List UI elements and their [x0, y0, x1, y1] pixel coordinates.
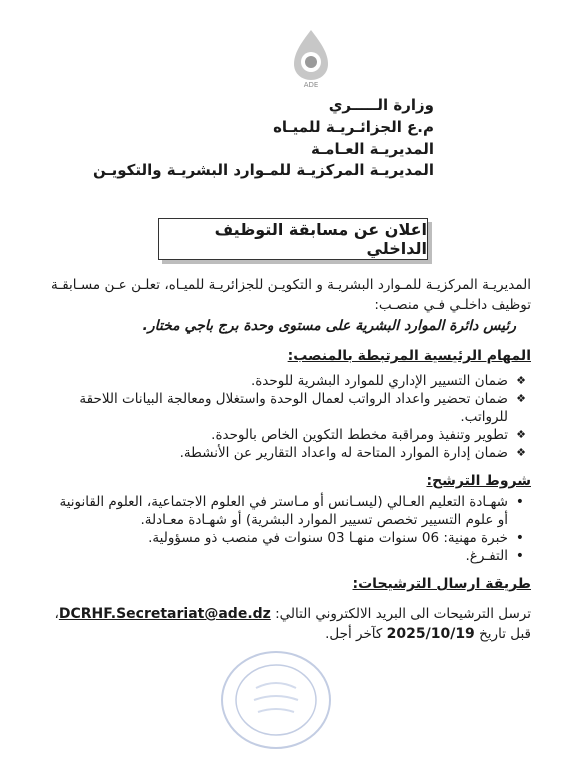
submission-text-before: ترسل الترشيحات الى البريد الالكتروني التالي:: [270, 606, 531, 622]
tasks-heading: المهام الرئيسية المرتبطة بالمنصب:: [287, 348, 531, 364]
list-item: ❖ ضمان تحضير واعداد الرواتب لعمال الوحدة واستغلال ومعالجة البيانات اللاحقة للرواتب.: [56, 390, 526, 426]
submission-text: [51, 604, 531, 644]
list-item: ❖ ضمان التسيير الإداري للموارد البشرية للوحدة.: [56, 372, 526, 390]
conditions-heading: شروط الترشح:: [426, 473, 531, 489]
directorate-general: المديريـة العـامـة: [310, 140, 434, 158]
announcement-intro: المديريـة المركزيـة للمـوارد البشريـة و التكويـن للجزائريـة للميـاه، تعلـن عـن مسـابقـة توظيف داخلـي فـي منصـب:: [51, 277, 531, 313]
submission-text-middle: ، قبل تاريخ: [54, 606, 531, 642]
list-item: • التفـرغ.: [56, 547, 526, 565]
list-item: • خبرة مهنية: 06 سنوات منهـا 03 سنوات في منصب ذو مسؤولية.: [56, 529, 526, 547]
list-item: • شهـادة التعليم العـالي (ليسـانس أو مـاستر في العلوم الاجتماعية، العلوم القانونية أو علوم التسيير تخصص تسيير الموارد البشرية) أو شهـادة معـادلة.: [56, 493, 526, 529]
official-stamp: [218, 648, 334, 752]
announcement-title-box: [158, 218, 428, 260]
ade-logo: [288, 28, 334, 88]
deadline-date: 2025/10/19: [386, 626, 475, 642]
tasks-list: [56, 372, 526, 462]
submission-text-after: كآخر أجل.: [325, 626, 387, 642]
list-item: ❖ تطوير وتنفيذ ومراقبة مخطط التكوين الخاص بالوحدة.: [56, 426, 526, 444]
announcement-title: اعلان عن مسابقة التوظيف الداخلي: [214, 220, 427, 258]
submission-heading: طريقة ارسال الترشيحات:: [352, 576, 531, 592]
submission-email-link[interactable]: DCRHF.Secretariat@ade.dz: [58, 606, 271, 622]
central-directorate: المديريـة المركزيـة للمـوارد البشريـة والتكويـن: [92, 161, 434, 179]
company-name: م.ع الجزائـريـة للميـاه: [273, 118, 434, 136]
list-item: ❖ ضمان إدارة الموارد المتاحة له واعداد التقارير عن الأنشطة.: [56, 444, 526, 462]
position-title: رئيس دائرة الموارد البشرية على مستوى وحدة برج باجي مختار.: [142, 318, 516, 334]
logo-text: ADE: [303, 81, 319, 88]
ministry-name: وزارة الـــــري: [328, 96, 434, 114]
conditions-list: [56, 493, 526, 565]
